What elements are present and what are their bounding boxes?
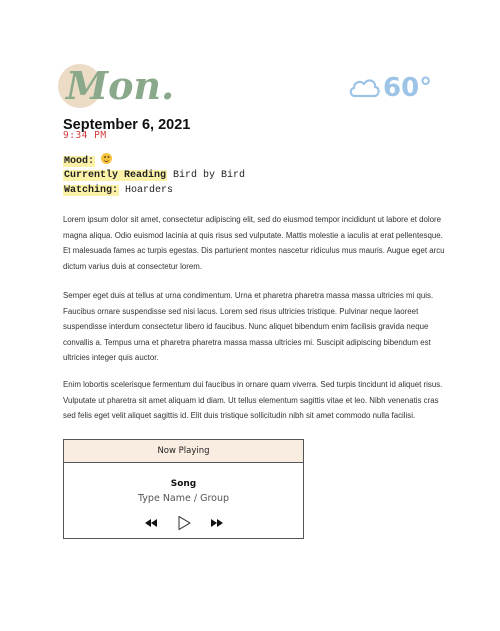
temperature-text: 60° — [383, 73, 433, 103]
body-paragraph: Semper eget duis at tellus at urna condimentum. Urna et pharetra pharetra massa massa ultricies mi quis. Faucibus ornare suspendisse sed nisi lacus. Lorem sed risus ultricies tristique. Pulvinar neque laoreet suspendisse interdum consectetur libero id faucibus. Nunc aliquet bibendum enim facilisis gravida neque convallis a. Tempus urna et pharetra pharetra massa massa ultricies mi. Suscipit adipiscing bibendum est ultricies integer quis auctor. — [63, 291, 434, 362]
day-label: Mon. — [66, 63, 175, 108]
artist-name: Type Name / Group — [137, 493, 230, 504]
now-playing-card — [63, 439, 304, 539]
mood-row — [63, 153, 112, 169]
weather-widget — [347, 68, 442, 108]
reading-row — [63, 169, 245, 183]
reading-label: Currently Reading — [64, 170, 167, 181]
watching-label: Watching: — [64, 185, 119, 196]
mood-label: Mood: — [64, 156, 95, 167]
smiley-emoji-icon — [101, 153, 112, 164]
body-paragraph: Lorem ipsum dolor sit amet, consectetur adipiscing elit, sed do eiusmod tempor incididunt ut labore et dolore magna aliqua. Odio euismod lacinia at quis risus sed vulputate. Mattis molestie a iaculis at erat pellentesque. Et malesuada fames ac turpis egestas. Dis parturient montes nascetur ridiculus mus mauris. Augue eget arcu dictum varius duis at consectetur lorem. — [63, 215, 445, 271]
fast-forward-icon[interactable] — [209, 515, 225, 531]
play-icon[interactable] — [176, 515, 192, 531]
song-title: Song — [170, 479, 197, 489]
rewind-icon[interactable] — [143, 515, 159, 531]
entry-date: September 6, 2021 — [63, 117, 191, 133]
day-heading — [58, 62, 175, 110]
entry-time: 9:34 PM — [63, 130, 107, 141]
player-controls — [64, 515, 303, 531]
cloud-icon — [347, 74, 381, 100]
watching-row — [63, 184, 173, 198]
now-playing-heading: Now Playing — [64, 440, 303, 463]
reading-value: Bird by Bird — [173, 170, 246, 181]
watching-value: Hoarders — [125, 185, 174, 196]
body-paragraph: Enim lobortis scelerisque fermentum dui faucibus in ornare quam viverra. Sed turpis tincidunt id aliquet risus. Vulputate ut pharetra sit amet aliquam id diam. Ut tellus elementum sagittis vitae et leo. Nibh venenatis cras sed felis eget velit aliquet sagittis id. Elit duis tristique sollicitudin nibh sit amet commodo nulla facilisi. — [63, 380, 443, 420]
